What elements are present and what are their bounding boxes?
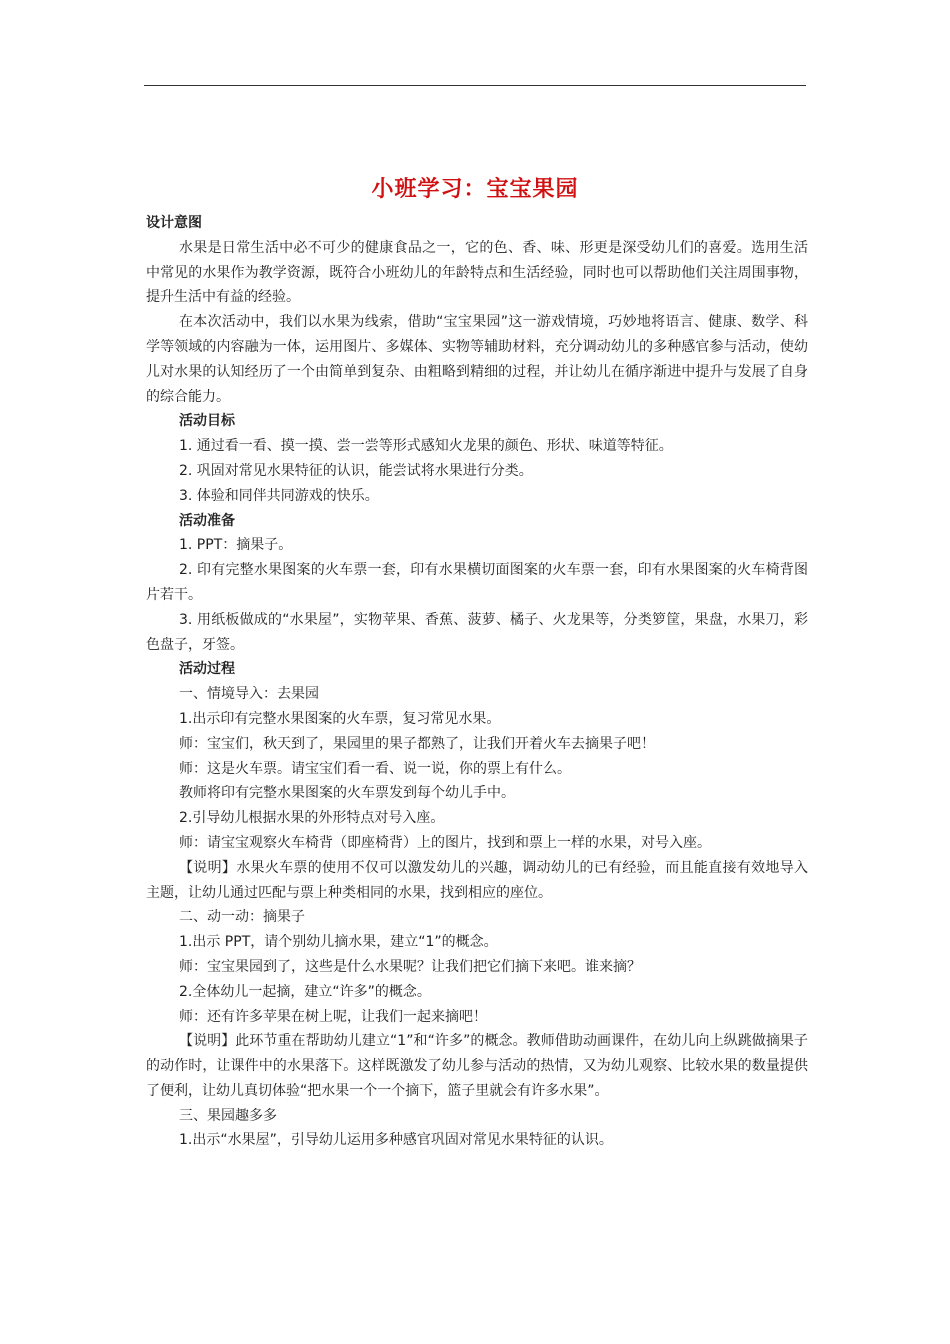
list-item: 1. 通过看一看、摸一摸、尝一尝等形式感知火龙果的颜色、形状、味道等特征。 [179, 438, 673, 455]
list-item: 3. 体验和同伴共同游戏的快乐。 [179, 487, 379, 504]
paragraph: 师：请宝宝观察火车椅背（即座椅背）上的图片，找到和票上一样的水果，对号入座。 [179, 834, 711, 851]
list-item: 2. 印有完整水果图案的火车票一套，印有水果横切面图案的火车票一套，印有水果图案的火车椅背图片若干。 [146, 562, 808, 603]
header-rule [144, 85, 806, 86]
section-heading-process: 活动过程 [179, 661, 235, 678]
note-paragraph: 【说明】此环节重在帮助幼儿建立“1”和“许多”的概念。教师借助动画课件，在幼儿向上纵跳做摘果子的动作时，让课件中的水果落下。这样既激发了幼儿参与活动的热情，又为幼儿观察、比较水果的数量提供了便利，让幼儿真切体验“把水果一个一个摘下，篮子里就会有许多水果”。 [146, 1033, 808, 1099]
section-heading-prep: 活动准备 [179, 512, 235, 529]
paragraph: 1.出示“水果屋”，引导幼儿运用多种感官巩固对常见水果特征的认识。 [179, 1132, 613, 1149]
list-item: 3. 用纸板做成的“水果屋”，实物苹果、香蕉、菠萝、橘子、火龙果等，分类箩筐，果盘，水果刀，彩色盘子，牙签。 [146, 611, 808, 653]
paragraph: 师：这是火车票。请宝宝们看一看、说一说，你的票上有什么。 [179, 760, 571, 777]
document-title: 小班学习：宝宝果园 [371, 177, 579, 202]
step-title: 二、动一动：摘果子 [179, 909, 305, 926]
paragraph: 2.引导幼儿根据水果的外形特点对号入座。 [179, 810, 445, 827]
paragraph: 2.全体幼儿一起摘，建立“许多”的概念。 [179, 983, 431, 1000]
paragraph: 师：宝宝果园到了，这些是什么水果呢？让我们把它们摘下来吧。谁来摘？ [179, 958, 641, 975]
paragraph: 1.出示印有完整水果图案的火车票，复习常见水果。 [179, 710, 501, 727]
step-title: 三、果园趣多多 [179, 1107, 277, 1124]
list-item: 2. 巩固对常见水果特征的认识，能尝试将水果进行分类。 [179, 462, 533, 479]
paragraph: 水果是日常生活中必不可少的健康食品之一，它的色、香、味、形更是深受幼儿们的喜爱。选用生活中常见的水果作为教学资源，既符合小班幼儿的年龄特点和生活经验，同时也可以帮助他们关注周围事物，提升生活中有益的经验。 [146, 239, 808, 306]
section-heading-intent: 设计意图 [146, 215, 202, 231]
document-body [146, 211, 808, 1153]
paragraph: 师：还有许多苹果在树上呢，让我们一起来摘吧！ [179, 1008, 487, 1025]
paragraph: 师：宝宝们，秋天到了，果园里的果子都熟了，让我们开着火车去摘果子吧！ [179, 735, 655, 752]
paragraph: 教师将印有完整水果图案的火车票发到每个幼儿手中。 [179, 785, 515, 802]
paragraph: 1.出示 PPT，请个别幼儿摘水果，建立“1”的概念。 [179, 934, 498, 951]
paragraph: 在本次活动中，我们以水果为线索，借助“宝宝果园”这一游戏情境，巧妙地将语言、健康、数学、科学等领域的内容融为一体，运用图片、多媒体、实物等辅助材料，充分调动幼儿的多种感官参与活动，使幼儿对水果的认知经历了一个由简单到复杂、由粗略到精细的过程，并让幼儿在循序渐进中提升与发展了自身的综合能力。 [146, 314, 808, 405]
step-title: 一、情境导入：去果园 [179, 686, 319, 703]
note-paragraph: 【说明】水果火车票的使用不仅可以激发幼儿的兴趣，调动幼儿的已有经验，而且能直接有效地导入主题，让幼儿通过匹配与票上种类相同的水果，找到相应的座位。 [146, 859, 808, 901]
list-item: 1. PPT：摘果子。 [179, 537, 293, 554]
section-heading-goals: 活动目标 [179, 413, 235, 430]
